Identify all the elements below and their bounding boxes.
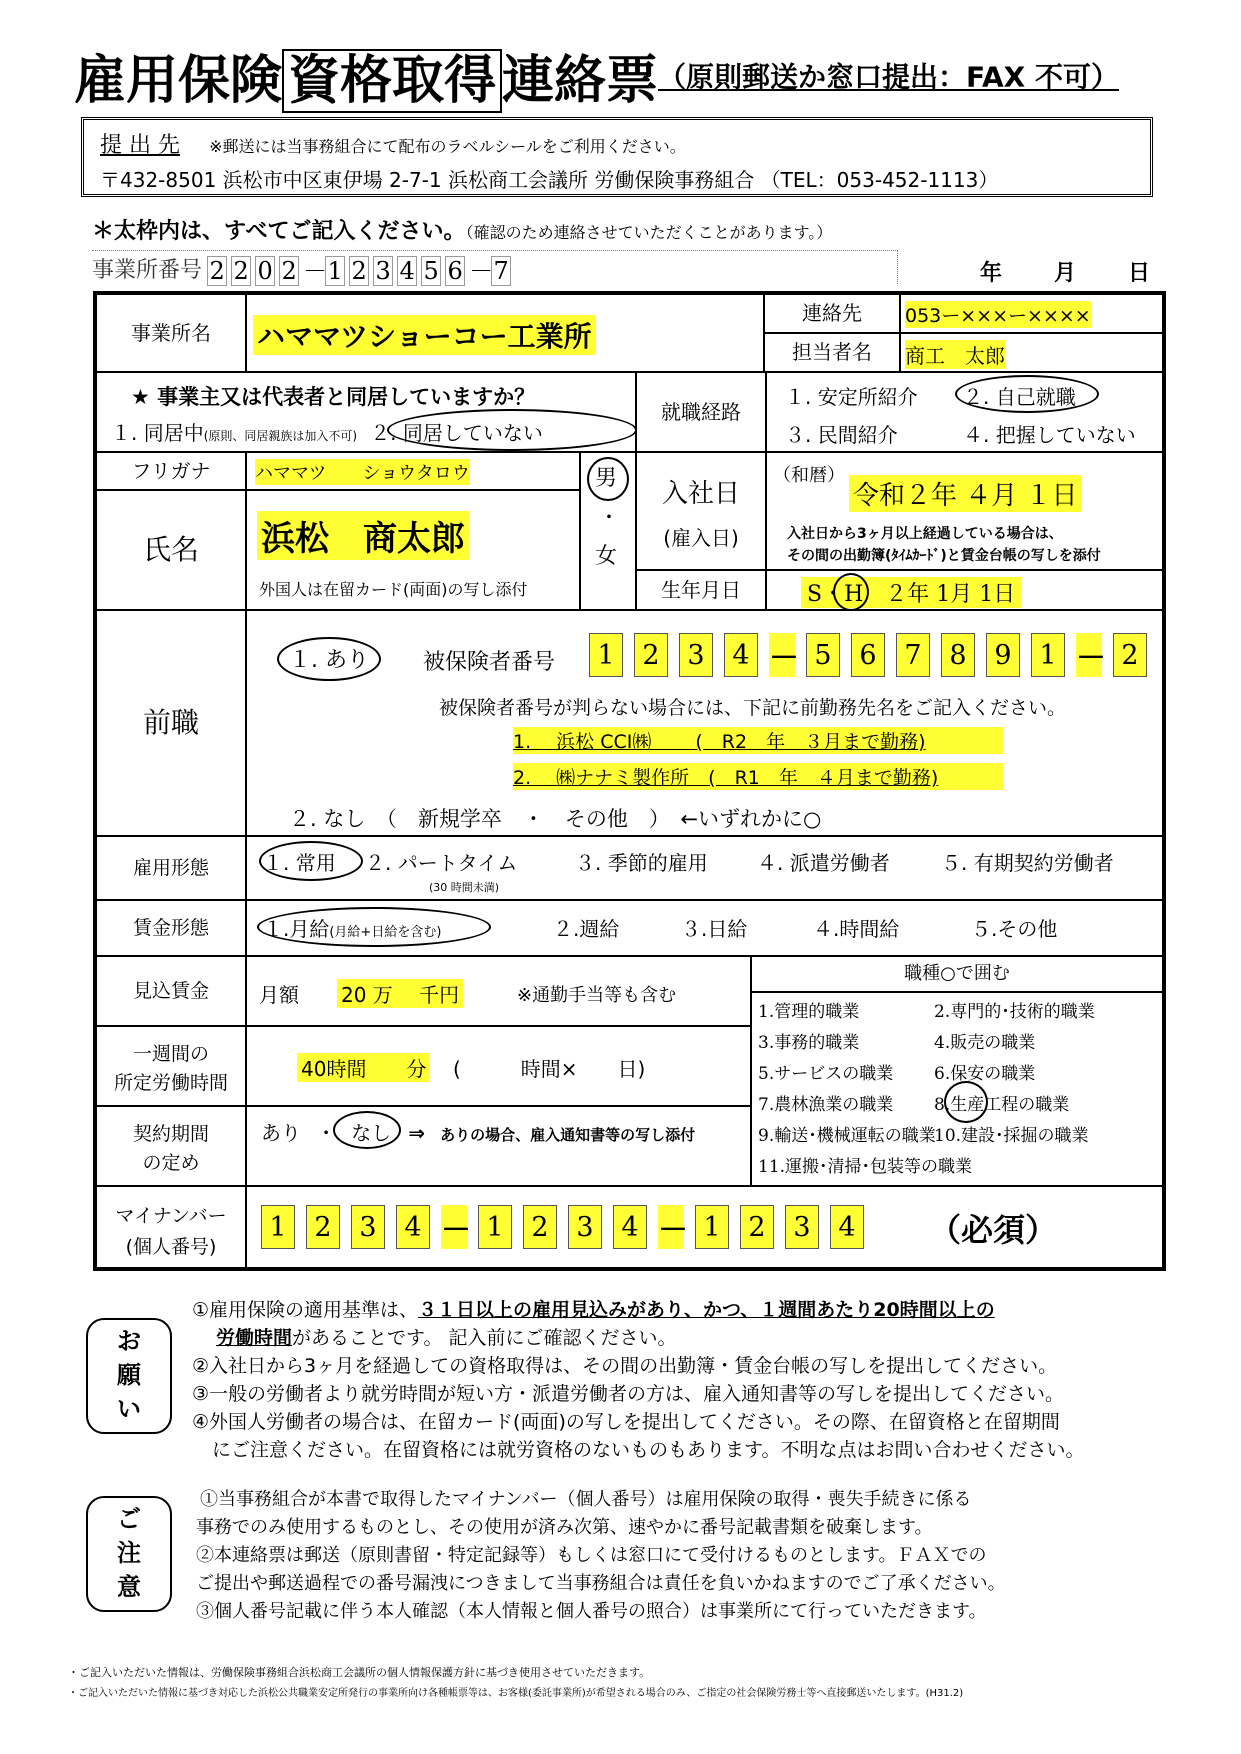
request-badge-3: い bbox=[117, 1395, 141, 1423]
company-name: ハママツショーコー工業所 bbox=[253, 315, 596, 355]
mynumber-label-1: マイナンバー bbox=[115, 1205, 227, 1227]
footer-line-1: ・ご記入いただいた情報は、労働保険事務組合浜松商工会議所の個人情報保護方針に基づき使用させていただきます。 bbox=[68, 1666, 651, 1679]
route-option-3[interactable]: ３. 民間紹介 bbox=[785, 423, 898, 447]
mynumber-digit: 1 bbox=[478, 1205, 512, 1249]
wage-type-options-cell[interactable] bbox=[246, 900, 1163, 956]
furigana-label: フリガナ bbox=[131, 459, 211, 483]
insured-number-digit: 6 bbox=[851, 633, 885, 677]
prev-job-label: 前職 bbox=[142, 706, 199, 739]
office-number-field[interactable] bbox=[92, 250, 898, 284]
occupation-option[interactable]: 10.建設･採掘の職業 bbox=[934, 1126, 1089, 1146]
request-p1d: があることです。 記入前にご確認ください。 bbox=[292, 1327, 677, 1349]
mynumber-digit: 1 bbox=[695, 1205, 729, 1249]
employment-part-note: (30 時間未満) bbox=[429, 881, 500, 894]
gender-dot: ・ bbox=[599, 505, 619, 529]
caution-text bbox=[196, 1486, 1006, 1626]
birth-era-circle bbox=[833, 573, 869, 611]
prev-job-no[interactable]: ２. なし （ 新規学卒 ・ その他 ） ←いずれかに○ bbox=[289, 807, 822, 831]
insured-number-digit: 5 bbox=[806, 633, 840, 677]
wage-label: 見込賃金 bbox=[132, 980, 209, 1002]
footer-line-2: ・ご記入いただいた情報に基づき対応した浜松公共職業安定所発行の事業所向け各種帳票等は、お客様(委託事業所)が希望される場合のみ、ご指定の社会保険労務士等へ直接郵送いたします。(H31.2) bbox=[68, 1688, 964, 1699]
caution-p1b: 事務でのみ使用するものとし、その使用が済み次第、速やかに番号記載書類を破棄します。 bbox=[196, 1517, 933, 1538]
caution-p2b: ご提出や郵送過程での番号漏洩につきまして当事務組合は責任を負いかねますのでご了承ください。 bbox=[196, 1573, 1006, 1594]
hours-value-cell[interactable] bbox=[246, 1026, 751, 1106]
name-value-cell[interactable] bbox=[246, 490, 580, 610]
request-p2: ②入社日から3ヶ月を経過しての資格取得は、その間の出勤簿・賃金台帳の写しを提出してください。 bbox=[192, 1355, 1058, 1377]
mynumber-boxes[interactable] bbox=[261, 1205, 875, 1249]
prev-employer-1: 1. 浜松 CCI㈱ ( R2 年 ３月まで勤務) bbox=[513, 727, 1003, 754]
wage-type-label: 賃金形態 bbox=[132, 917, 209, 939]
contract-selected-circle bbox=[333, 1111, 401, 1149]
request-badge-2: 願 bbox=[117, 1361, 141, 1389]
insured-number-separator: － bbox=[1076, 633, 1102, 677]
mynumber-separator: － bbox=[441, 1205, 467, 1249]
contract-label-2: の定め bbox=[142, 1152, 200, 1174]
office-number-digit: 6 bbox=[445, 256, 465, 286]
company-label: 事業所名 bbox=[131, 321, 211, 345]
mynumber-digit: 3 bbox=[351, 1205, 385, 1249]
prev-job-note: 被保険者番号が判らない場合には、下記に前勤務先名をご記入ください。 bbox=[439, 697, 1067, 719]
instruction bbox=[92, 214, 832, 245]
employment-option-4[interactable]: ４. 派遣労働者 bbox=[757, 851, 890, 875]
wage-prefix: 月額 bbox=[259, 983, 299, 1007]
cohabit-question: ★ 事業主又は代表者と同居していますか？ bbox=[131, 385, 536, 409]
office-number-digit: 3 bbox=[373, 256, 393, 286]
name-value: 浜松 商太郎 bbox=[257, 511, 469, 560]
caution-p3: ③個人番号記載に伴う本人確認（本人情報と個人番号の照合）は事業所にて行っていただきます。 bbox=[196, 1601, 987, 1622]
caution-badge-1: ご bbox=[117, 1505, 141, 1533]
office-number-digit: 2 bbox=[279, 256, 299, 286]
person-value-cell[interactable] bbox=[900, 333, 1163, 372]
hire-note-2: その間の出勤簿(ﾀｲﾑｶｰﾄﾞ)と賃金台帳の写しを添付 bbox=[787, 548, 1101, 564]
instruction-bold: ＊太枠内は、すべてご記入ください。 bbox=[92, 219, 466, 244]
person-value: 商工 太郎 bbox=[905, 340, 1005, 369]
hire-date: 令和２年 ４月 １日 bbox=[849, 475, 1082, 512]
occupation-selected-circle bbox=[944, 1081, 988, 1123]
office-number-digit: 4 bbox=[397, 256, 417, 286]
occupation-option[interactable]: 6.保安の職業 bbox=[934, 1064, 1036, 1084]
contract-yes[interactable]: あり bbox=[261, 1121, 301, 1145]
employment-option-3[interactable]: ３. 季節的雇用 bbox=[575, 851, 708, 875]
furigana-value: ハママツ ショウタロウ bbox=[255, 459, 470, 485]
hire-value-cell[interactable] bbox=[766, 452, 1163, 570]
mynumber-digit: 1 bbox=[261, 1205, 295, 1249]
wage-value-cell[interactable] bbox=[246, 956, 751, 1026]
day-label: 日 bbox=[1128, 261, 1151, 286]
birth-value: S・H ２年 1月 1日 bbox=[801, 577, 1021, 608]
company-label-cell bbox=[96, 294, 246, 372]
request-p4b: にご注意ください。在留資格には就労資格のないものもあります。不明な点はお問い合わせください。 bbox=[212, 1439, 1085, 1461]
request-badge-1: お bbox=[117, 1327, 141, 1355]
cohabit-cell[interactable] bbox=[96, 372, 636, 452]
office-number-digit: 5 bbox=[421, 256, 441, 286]
occupation-list bbox=[758, 997, 1095, 1183]
furigana-label-cell bbox=[96, 452, 246, 490]
prev-employer-2: 2. ㈱ナナミ製作所 ( R1 年 ４月まで勤務) bbox=[513, 763, 1003, 790]
employment-selected-circle bbox=[259, 841, 363, 881]
mynumber-digit: 3 bbox=[785, 1205, 819, 1249]
title-main-boxed: 資格取得 bbox=[282, 49, 502, 113]
employment-label: 雇用形態 bbox=[132, 857, 209, 879]
birth-value-cell[interactable] bbox=[766, 570, 1163, 610]
prev-job-yes[interactable]: １. あり bbox=[289, 648, 369, 673]
wage-note: ※通勤手当等も含む bbox=[517, 985, 677, 1006]
request-p3: ③一般の労働者より就労時間が短い方・派遣労働者の方は、雇入通知書等の写しを提出してください。 bbox=[192, 1383, 1065, 1405]
wage-type-option-2[interactable]: ２.週給 bbox=[553, 917, 620, 941]
insured-number-digit: 2 bbox=[1113, 633, 1147, 677]
occupation-option[interactable]: 2.専門的･技術的職業 bbox=[934, 1002, 1095, 1022]
office-number-label: 事業所番号 bbox=[92, 258, 203, 283]
occupation-option[interactable]: 5.サービスの職業 bbox=[758, 1064, 894, 1084]
wage-type-option-1[interactable]: １.月給 bbox=[263, 917, 330, 941]
cohabit-selected-circle bbox=[387, 409, 637, 451]
occupation-header-cell bbox=[751, 956, 1163, 992]
title-main-b: 連絡票 bbox=[502, 51, 659, 111]
request-p4a: ④外国人労働者の場合は、在留カード(両面)の写しを提出してください。その際、在留資格と在留期間 bbox=[192, 1411, 1060, 1433]
occupation-header: 職種○で囲む bbox=[904, 963, 1010, 984]
title-main-a: 雇用保険 bbox=[74, 51, 283, 111]
caution-p2a: ②本連絡票は郵送（原則書留・特定記録等）もしくは窓口にて受付けるものとします。ＦＡＸでの bbox=[196, 1545, 987, 1566]
mynumber-value-cell[interactable] bbox=[246, 1186, 1163, 1268]
hours-value: 40時間 分 bbox=[297, 1053, 430, 1082]
contract-label-cell bbox=[96, 1106, 246, 1186]
gender-cell[interactable] bbox=[580, 452, 636, 610]
year-label: 年 bbox=[980, 261, 1003, 286]
company-value-cell[interactable] bbox=[246, 294, 764, 372]
furigana-value-cell[interactable] bbox=[246, 452, 580, 490]
occupation-option[interactable]: 9.輸送･機械運転の職業 bbox=[758, 1126, 936, 1146]
hours-label-1: 一週間の bbox=[132, 1043, 209, 1065]
employment-label-cell bbox=[96, 836, 246, 900]
route-label: 就職経路 bbox=[661, 400, 741, 424]
insured-number-digit: 3 bbox=[679, 633, 713, 677]
request-p1a: ①雇用保険の適用基準は、 bbox=[192, 1299, 419, 1321]
office-number-digits bbox=[207, 257, 515, 285]
insured-label: 被保険者番号 bbox=[423, 650, 556, 675]
mynumber-required: （必須） bbox=[929, 1211, 1058, 1249]
office-number-digit: 2 bbox=[207, 256, 227, 286]
insured-number-digit: 9 bbox=[986, 633, 1020, 677]
insured-number-digit: 2 bbox=[634, 633, 668, 677]
contract-note: ありの場合、雇入通知書等の写し添付 bbox=[440, 1126, 696, 1144]
submit-address: 〒432-8501 浜松市中区東伊場 2-7-1 浜松商工会議所 労働保険事務組合 （TEL：053-452-1113） bbox=[100, 168, 999, 192]
mynumber-separator: － bbox=[658, 1205, 684, 1249]
hire-label: 入社日 bbox=[661, 479, 740, 509]
wage-type-selected-circle bbox=[257, 907, 491, 947]
hire-note-1: 入社日から3ヶ月以上経過している場合は、 bbox=[787, 526, 1063, 542]
route-label-cell bbox=[636, 372, 766, 452]
cohabit-option-1[interactable]: １. 同居中 bbox=[111, 421, 204, 445]
gender-female[interactable]: 女 bbox=[595, 544, 618, 569]
office-number-digit: 7 bbox=[491, 256, 511, 286]
employment-option-5[interactable]: ５. 有期契約労働者 bbox=[941, 851, 1114, 875]
cohabit-option-1-note: (原則、同居親族は加入不可) bbox=[203, 429, 358, 443]
name-note: 外国人は在留カード(両面)の写し添付 bbox=[259, 580, 528, 599]
mynumber-digit: 2 bbox=[306, 1205, 340, 1249]
mynumber-digit: 4 bbox=[830, 1205, 864, 1249]
office-number-digit: 0 bbox=[255, 256, 275, 286]
month-label: 月 bbox=[1054, 261, 1077, 286]
gender-selected-circle bbox=[587, 457, 629, 501]
request-p1b: ３１日以上の雇用見込みがあり、かつ、１週間あたり20時間以上の bbox=[418, 1299, 995, 1321]
occupation-option[interactable]: 11.運搬･清掃･包装等の職業 bbox=[758, 1157, 973, 1177]
caution-p1a: ①当事務組合が本書で取得したマイナンバー（個人番号）は雇用保険の取得・喪失手続きに係る bbox=[200, 1489, 972, 1510]
wage-type-label-cell bbox=[96, 900, 246, 956]
mynumber-digit: 4 bbox=[613, 1205, 647, 1249]
submit-label: 提 出 先 bbox=[100, 133, 180, 158]
person-label: 担当者名 bbox=[792, 340, 872, 364]
occupation-option[interactable]: 4.販売の職業 bbox=[934, 1033, 1036, 1053]
occupation-list-cell[interactable] bbox=[751, 992, 1163, 1186]
insured-number-separator: － bbox=[769, 633, 795, 677]
caution-badge-3: 意 bbox=[117, 1573, 141, 1601]
name-label-cell bbox=[96, 490, 246, 610]
date-labels bbox=[980, 256, 1150, 287]
prev-job-yes-circle bbox=[277, 637, 381, 681]
title-sub: （原則郵送か窓口提出：FAX 不可） bbox=[658, 60, 1119, 94]
office-number-digit: 1 bbox=[325, 256, 345, 286]
employment-option-1[interactable]: １. 常用 bbox=[263, 851, 336, 875]
gender-male[interactable]: 男 bbox=[595, 466, 618, 491]
prev-job-value-cell[interactable] bbox=[246, 610, 1163, 836]
wage-label-cell bbox=[96, 956, 246, 1026]
insured-number-digit: 1 bbox=[589, 633, 623, 677]
occupation-option[interactable]: 7.農林漁業の職業 bbox=[758, 1095, 894, 1115]
hours-label-cell bbox=[96, 1026, 246, 1106]
insured-number-digit: 1 bbox=[1031, 633, 1065, 677]
wage-value: 20 万 千円 bbox=[337, 979, 463, 1008]
mynumber-label-cell bbox=[96, 1186, 246, 1268]
hours-rest: ( 時間× 日) bbox=[453, 1057, 646, 1081]
request-badge bbox=[86, 1318, 172, 1434]
birth-label-cell bbox=[636, 570, 766, 610]
insured-number-digit: 8 bbox=[941, 633, 975, 677]
mynumber-label-2: (個人番号) bbox=[125, 1236, 217, 1258]
wage-type-option-4[interactable]: ４.時間給 bbox=[813, 917, 900, 941]
contact-label-cell bbox=[764, 294, 900, 333]
route-option-1[interactable]: １. 安定所紹介 bbox=[785, 385, 918, 409]
contract-arrow: ⇒ bbox=[408, 1121, 426, 1145]
prev-job-label-cell bbox=[96, 610, 246, 836]
request-text bbox=[192, 1296, 1084, 1464]
hire-label-cell bbox=[636, 452, 766, 570]
office-number-digit: － bbox=[469, 257, 494, 285]
contact-value-cell[interactable] bbox=[900, 294, 1163, 333]
person-label-cell bbox=[764, 333, 900, 372]
mynumber-digit: 3 bbox=[568, 1205, 602, 1249]
employment-option-2[interactable]: ２. パートタイム bbox=[365, 851, 518, 875]
mynumber-digit: 4 bbox=[396, 1205, 430, 1249]
page-title bbox=[74, 38, 1119, 111]
insured-number-digit: 4 bbox=[724, 633, 758, 677]
submit-note: ※郵送には当事務組合にて配布のラベルシールをご利用ください。 bbox=[209, 137, 686, 156]
caution-badge bbox=[86, 1496, 172, 1612]
contact-value: 053ー×××ー×××× bbox=[905, 301, 1091, 328]
contract-dot: ・ bbox=[316, 1121, 337, 1145]
name-label: 氏名 bbox=[142, 533, 199, 566]
occupation-option[interactable]: 8.生産工程の職業 bbox=[934, 1095, 1070, 1115]
office-number-digit: 2 bbox=[349, 256, 369, 286]
occupation-option[interactable]: 1.管理的職業 bbox=[758, 1002, 860, 1022]
route-option-2[interactable]: ２. 自己就職 bbox=[963, 385, 1076, 409]
submit-box bbox=[81, 117, 1153, 197]
mynumber-digit: 2 bbox=[740, 1205, 774, 1249]
office-number-digit: － bbox=[303, 257, 328, 285]
insured-number-digit: 7 bbox=[896, 633, 930, 677]
contract-no[interactable]: なし bbox=[351, 1121, 392, 1145]
hours-label-2: 所定労働時間 bbox=[113, 1072, 228, 1094]
office-number-digit: 2 bbox=[231, 256, 251, 286]
route-selected-circle bbox=[955, 375, 1099, 413]
contract-value-cell[interactable] bbox=[246, 1106, 751, 1186]
hire-era-label: （和暦） bbox=[773, 465, 845, 486]
route-options-cell[interactable] bbox=[766, 372, 1163, 452]
occupation-option[interactable]: 3.事務的職業 bbox=[758, 1033, 860, 1053]
wage-type-option-1-note: (月給+日給を含む) bbox=[329, 925, 442, 940]
hire-sublabel: (雇入日) bbox=[663, 526, 739, 550]
cohabit-option-2[interactable]: ２. 同居していない bbox=[370, 421, 543, 445]
wage-type-option-3[interactable]: ３.日給 bbox=[681, 917, 748, 941]
insured-number-boxes[interactable] bbox=[589, 633, 1158, 677]
wage-type-option-5[interactable]: ５.その他 bbox=[971, 917, 1058, 941]
mynumber-digit: 2 bbox=[523, 1205, 557, 1249]
birth-label: 生年月日 bbox=[661, 578, 741, 602]
route-option-4[interactable]: ４. 把握していない bbox=[963, 423, 1136, 447]
request-p1c: 労働時間 bbox=[216, 1327, 293, 1349]
contract-label-1: 契約期間 bbox=[132, 1123, 209, 1145]
instruction-normal: （確認のため連絡させていただくことがあります。） bbox=[465, 223, 833, 242]
contact-label: 連絡先 bbox=[802, 301, 862, 325]
caution-badge-2: 注 bbox=[117, 1539, 141, 1567]
employment-options-cell[interactable] bbox=[246, 836, 1163, 900]
